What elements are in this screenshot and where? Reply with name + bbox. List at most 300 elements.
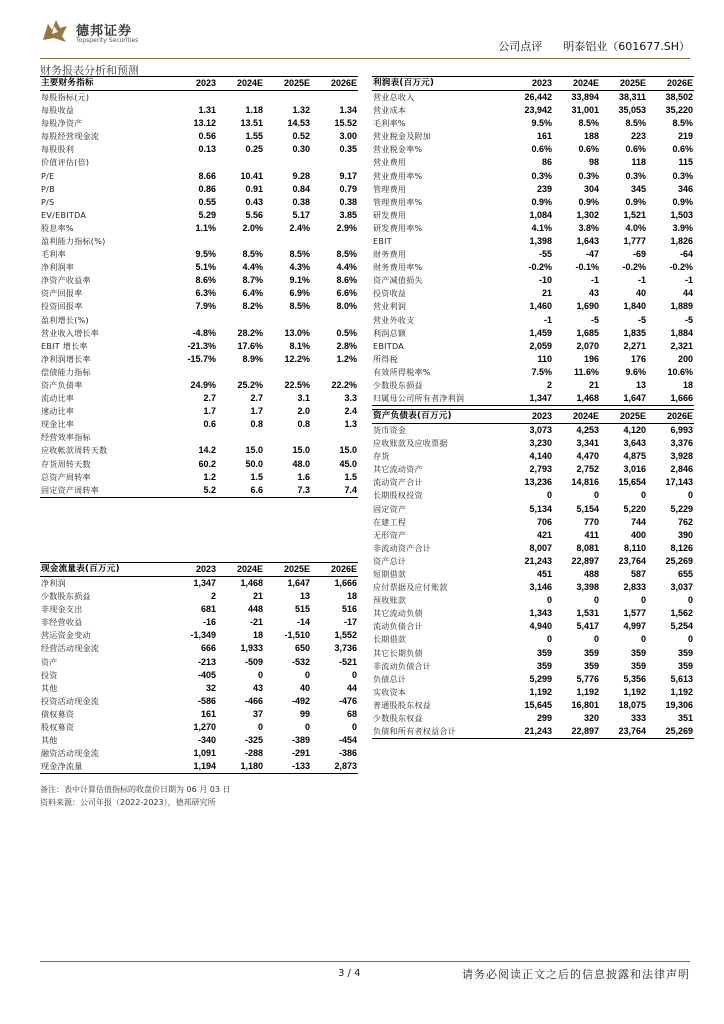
cell-value: 4,997	[623, 621, 646, 632]
row-label: 每股指标(元)	[41, 93, 90, 102]
row-label: 流动资产合计	[373, 478, 423, 488]
cell-value	[311, 156, 358, 169]
row-label: 少数股东损益	[41, 592, 91, 602]
cell-value: 0.56	[198, 131, 216, 142]
cell-value: -47	[585, 249, 599, 260]
cell-value: 8,110	[623, 542, 646, 553]
cell-value: 1.7	[203, 406, 216, 417]
year-header: 2026E	[647, 410, 694, 424]
cell-value: 23,942	[524, 105, 552, 116]
row-label: 固定资产周转率	[40, 484, 170, 498]
cell-value: -17	[343, 617, 357, 628]
cell-value: 6.6%	[336, 288, 357, 299]
cell-value: 8.7%	[242, 275, 263, 286]
table-header-row	[372, 77, 694, 91]
cell-value: -21.3%	[187, 340, 216, 351]
cell-value: 0.9%	[672, 196, 693, 207]
cell-value: 359	[583, 647, 599, 658]
cell-value: 681	[200, 604, 216, 615]
table-row	[372, 463, 694, 476]
row-label: 少数股东权益	[373, 714, 423, 724]
cell-value: -1,349	[190, 630, 216, 641]
cell-value: 0.9%	[625, 196, 646, 207]
cell-value: 60.2	[198, 458, 216, 469]
legal-disclaimer: 请务必阅读正文之后的信息披露和法律声明	[462, 968, 690, 981]
cell-value: 5.56	[245, 209, 263, 220]
cell-value: 0.3%	[625, 170, 646, 181]
cell-value: 8.6%	[336, 275, 357, 286]
cell-value: 5.17	[292, 209, 310, 220]
cell-value	[170, 235, 217, 248]
table-row	[372, 104, 694, 117]
cell-value: 1.18	[245, 105, 263, 116]
table-row	[372, 594, 694, 607]
cell-value: 650	[294, 643, 310, 654]
row-label: EBIT	[373, 236, 392, 246]
table-row	[40, 104, 358, 117]
cell-value: 0.30	[292, 144, 310, 155]
cell-value: 13.51	[240, 118, 263, 129]
cell-value: 5.2	[170, 484, 217, 498]
cell-value: 8.1%	[289, 340, 310, 351]
cell-value: 359	[630, 660, 646, 671]
row-label: 短期借款	[373, 569, 407, 579]
cell-value: 2,070	[576, 340, 599, 351]
table-row	[372, 712, 694, 725]
cell-value: 1,180	[217, 760, 264, 774]
table-row	[40, 300, 358, 313]
cell-value: 110	[537, 353, 552, 364]
row-label: 投资活动现金流	[41, 696, 100, 706]
cell-value: -586	[197, 695, 216, 706]
cell-value: -521	[338, 656, 357, 667]
cell-value	[217, 235, 264, 248]
table-row	[40, 734, 358, 747]
cell-value: 1,192	[623, 686, 646, 697]
cell-value: 5,134	[529, 503, 552, 514]
cell-value: 1.2%	[336, 353, 357, 364]
row-label: 资产减值损失	[373, 276, 423, 286]
cell-value: 1.5	[344, 471, 357, 482]
cell-value: 1,091	[193, 748, 216, 759]
table-title: 现金流量表(百万元)	[40, 563, 170, 577]
cell-value: 5,417	[576, 621, 599, 632]
cell-value: 0	[593, 595, 599, 606]
row-label: 普通股股东权益	[373, 700, 432, 710]
cell-value: 3,016	[623, 464, 646, 475]
cell-value: 16,801	[571, 699, 599, 710]
year-header: 2024E	[553, 77, 600, 91]
cell-value: -14	[296, 617, 310, 628]
cell-value: -21	[249, 617, 263, 628]
row-label: 现金净流量	[40, 760, 170, 774]
row-label: 价值评估(倍)	[41, 158, 90, 168]
cell-value: 1,347	[506, 392, 553, 406]
table-row	[40, 708, 358, 721]
table-row	[40, 405, 358, 418]
cell-value	[311, 366, 358, 379]
row-label: 财务费用率%	[373, 263, 423, 273]
cell-value: 0	[640, 490, 646, 501]
cell-value: 8.5%	[578, 118, 599, 129]
row-label: 无形资产	[373, 530, 407, 540]
row-label: 少数股东损益	[373, 381, 423, 391]
cell-value: 2,833	[623, 582, 646, 593]
row-label: 营业费用	[373, 158, 407, 168]
cell-value: 18,075	[618, 699, 646, 710]
cell-value: 3,643	[623, 438, 646, 449]
cell-value: 188	[583, 131, 599, 142]
row-label: 总资产周转率	[41, 472, 91, 482]
cell-value: 8.5%	[289, 249, 310, 260]
row-label: 应收账款及应收票据	[373, 439, 448, 449]
cell-value: 4.0%	[625, 222, 646, 233]
cell-value: 2.7	[250, 393, 263, 404]
cell-value	[170, 91, 217, 105]
cell-value: 8.6%	[195, 275, 216, 286]
cell-value: 1,503	[670, 209, 693, 220]
cell-value: 196	[583, 353, 599, 364]
cell-value: 9.6%	[625, 366, 646, 377]
table-row	[40, 431, 358, 444]
cell-value: 7.3	[264, 484, 311, 498]
cell-value: 1,884	[670, 327, 693, 338]
cell-value: 3,736	[334, 643, 357, 654]
cell-value: -69	[632, 249, 646, 260]
cell-value: 320	[583, 713, 599, 724]
row-label: 营业税金率%	[373, 145, 423, 155]
table-row	[372, 117, 694, 130]
data-source-note: 资料来源：公司年报（2022-2023），德邦研究所	[40, 798, 216, 807]
cell-value: 24.9%	[190, 380, 216, 391]
cell-value: 1.55	[245, 131, 263, 142]
cell-value: 0.9%	[578, 196, 599, 207]
cell-value: 22,897	[571, 555, 599, 566]
cell-value: 1,460	[529, 301, 552, 312]
row-label: 货币资金	[373, 426, 407, 435]
table-row	[372, 581, 694, 594]
cell-value: 18	[252, 630, 263, 641]
table-header-row	[40, 563, 358, 577]
cell-value: 1.2	[203, 471, 216, 482]
cell-value: 3.00	[339, 131, 357, 142]
cell-value: 1,347	[193, 578, 216, 588]
row-label: 经营效率指标	[41, 433, 91, 443]
table-row	[372, 620, 694, 633]
cell-value: 18	[682, 380, 693, 391]
table-row	[372, 169, 694, 182]
row-label: 管理费用	[373, 184, 407, 194]
table-row	[372, 516, 694, 529]
row-label: 非流动负债合计	[373, 661, 432, 671]
cell-value: 0.43	[245, 196, 263, 207]
cell-value: 0.6	[203, 419, 216, 430]
table-row	[372, 542, 694, 555]
cell-value: 390	[677, 529, 693, 540]
row-label: P/B	[41, 184, 55, 194]
cell-value: 118	[631, 157, 646, 168]
table-row	[372, 130, 694, 143]
row-label: 应付票据及应付账款	[373, 583, 448, 593]
cell-value: 8,081	[576, 542, 599, 553]
cell-value	[264, 366, 311, 379]
row-label: 负债总计	[373, 674, 407, 684]
cell-value	[170, 156, 217, 169]
cell-value: 21	[252, 591, 263, 602]
row-label: 存货周转天数	[41, 459, 91, 469]
cell-value: 115	[678, 157, 693, 168]
cell-value: 223	[630, 131, 646, 142]
cell-value: 22.5%	[284, 380, 310, 391]
table-row	[40, 130, 358, 143]
cell-value: 5,154	[576, 503, 599, 514]
cell-value: 14.2	[198, 445, 216, 456]
cell-value: 4,253	[576, 425, 599, 435]
cell-value: 0.6%	[531, 144, 552, 155]
page-header	[40, 12, 690, 56]
cell-value: 1.3	[344, 419, 357, 430]
cell-value: 0.9%	[531, 196, 552, 207]
report-type: 公司点评	[498, 40, 543, 53]
logo-emblem-icon	[40, 16, 70, 46]
cell-value: 2.0	[297, 406, 310, 417]
valuation-note: 备注：表中计算估值指标的收盘价日期为 06 月 03 日	[40, 785, 231, 794]
cell-value: 1,889	[670, 301, 693, 312]
row-label: 固定资产	[373, 504, 407, 514]
cell-value: -5	[637, 314, 646, 325]
table-row	[40, 274, 358, 287]
table-row	[372, 248, 694, 261]
cash-flow-table	[40, 562, 358, 774]
table-row	[372, 450, 694, 463]
table-row	[40, 117, 358, 130]
cell-value: -476	[338, 695, 357, 706]
row-label: 流动比率	[41, 394, 75, 404]
logo-subtitle: Topsperity Securities	[76, 37, 139, 44]
cell-value: 1,685	[576, 327, 599, 338]
cell-value: -5	[684, 314, 693, 325]
cell-value: 17.6%	[237, 340, 263, 351]
cell-value: 666	[200, 643, 216, 654]
table-row	[40, 760, 358, 774]
cell-value: 25.2%	[237, 380, 263, 391]
row-label: 其他	[41, 683, 58, 693]
row-label: 非现金支出	[41, 605, 83, 615]
year-header: 2026E	[311, 77, 358, 91]
cell-value: -213	[197, 656, 216, 667]
cell-value: 161	[200, 708, 216, 719]
table-row	[372, 686, 694, 699]
cell-value: 43	[252, 682, 263, 693]
row-label: 资产总计	[373, 556, 407, 566]
table-row	[372, 222, 694, 235]
cell-value: 359	[677, 647, 693, 658]
cell-value: -64	[679, 249, 693, 260]
table-row	[372, 366, 694, 379]
cell-value: 4.3%	[289, 262, 310, 273]
row-label: 其它流动负债	[373, 609, 423, 619]
row-label: 股权募资	[41, 722, 75, 732]
row-label: 所得税	[373, 354, 398, 364]
cell-value: 359	[536, 660, 552, 671]
cell-value: 1,777	[623, 235, 646, 246]
row-label: 应收帐款周转天数	[41, 446, 108, 456]
cell-value: 98	[588, 157, 599, 168]
year-header: 2023	[506, 410, 553, 424]
table-row	[40, 340, 358, 353]
cell-value: 21,243	[524, 555, 552, 566]
cell-value: -0.1%	[575, 262, 599, 273]
cell-value: 8,007	[529, 542, 552, 553]
cell-value: 9.5%	[195, 249, 216, 260]
cell-value: 2.9%	[336, 222, 357, 233]
cell-value: 3.3	[344, 393, 357, 404]
table-row	[40, 366, 358, 379]
row-label: 偿债能力指标	[41, 367, 91, 377]
cell-value: 345	[630, 183, 646, 194]
cell-value: 359	[583, 660, 599, 671]
cell-value: 2,846	[670, 464, 693, 475]
cell-value: 0.52	[292, 131, 310, 142]
logo-title: 德邦证券	[76, 24, 133, 39]
cell-value: 0.5%	[336, 327, 357, 338]
year-header: 2024E	[217, 77, 264, 91]
table-row	[372, 699, 694, 712]
cell-value: 2.7	[203, 393, 216, 404]
cell-value: 2	[210, 591, 216, 602]
cell-value: 3,341	[576, 438, 599, 449]
cell-value: -15.7%	[187, 353, 216, 364]
table-row	[40, 235, 358, 248]
cell-value: 8.9%	[242, 353, 263, 364]
table-row	[372, 143, 694, 156]
table-header-row	[40, 77, 358, 91]
table-row	[40, 747, 358, 760]
cell-value: 2,271	[623, 340, 646, 351]
cell-value: 2,873	[311, 760, 358, 774]
table-row	[40, 183, 358, 196]
cell-value: 1,302	[576, 209, 599, 220]
cell-value: 304	[583, 183, 599, 194]
row-label: 投资回报率	[41, 302, 83, 312]
cell-value: -291	[291, 748, 310, 759]
table-row	[40, 629, 358, 642]
table-row	[40, 444, 358, 457]
row-label: 营业收入增长率	[41, 328, 100, 338]
row-label: 长期股权投资	[373, 491, 423, 501]
cell-value: 3,928	[670, 451, 693, 462]
cell-value: -532	[291, 656, 310, 667]
company-logo	[40, 16, 160, 50]
row-label: 资产回报率	[41, 289, 83, 299]
cell-value: 3.9%	[672, 222, 693, 233]
cell-value: 0	[593, 634, 599, 645]
table-row	[40, 156, 358, 169]
table-row	[40, 287, 358, 300]
table-row	[40, 577, 358, 591]
year-header: 2026E	[647, 77, 694, 91]
report-header-info	[498, 38, 690, 54]
row-label: 负债和所有者权益合计	[372, 725, 506, 739]
cell-value	[311, 235, 358, 248]
row-label: 存货	[373, 452, 390, 462]
cell-value: 1,562	[670, 608, 693, 619]
cell-value: 1,398	[529, 235, 552, 246]
cell-value: 5.29	[198, 209, 216, 220]
cell-value: 13	[299, 591, 310, 602]
table-row	[40, 353, 358, 366]
year-header: 2023	[170, 563, 217, 577]
row-label: 归属母公司所有者净利润	[372, 392, 506, 406]
cell-value: 346	[677, 183, 693, 194]
row-label: 融资活动现金流	[41, 749, 100, 759]
row-label: 有效所得税率%	[373, 367, 431, 377]
cell-value: 359	[630, 647, 646, 658]
cell-value: 421	[536, 529, 552, 540]
cell-value: 448	[247, 604, 263, 615]
cell-value: 6.9%	[289, 288, 310, 299]
table-row	[372, 274, 694, 287]
row-label: 在建工程	[373, 517, 407, 527]
table-row	[40, 471, 358, 484]
table-row	[40, 222, 358, 235]
table-row	[372, 300, 694, 313]
table-row	[40, 484, 358, 498]
cell-value: 33,894	[571, 92, 599, 102]
cell-value: 1,840	[623, 301, 646, 312]
cell-value: 8.2%	[242, 301, 263, 312]
cell-value	[217, 366, 264, 379]
cell-value: 411	[584, 529, 599, 540]
table-title: 资产负债表(百万元)	[372, 410, 506, 424]
cell-value: 21	[541, 288, 552, 299]
row-label: 盈利能力指标(%)	[41, 236, 106, 246]
year-header: 2026E	[311, 563, 358, 577]
cell-value	[217, 431, 264, 444]
cell-value: -10	[538, 275, 552, 286]
cell-value: 0	[640, 634, 646, 645]
cell-value: 0	[640, 595, 646, 606]
row-label: 现金比率	[41, 420, 75, 430]
year-header: 2025E	[264, 77, 311, 91]
cell-value: 1,521	[623, 209, 646, 220]
row-label: 每股股利	[41, 145, 75, 155]
row-label: 盈利增长(%)	[41, 315, 89, 325]
cell-value: 0	[257, 721, 263, 732]
cell-value: 1.32	[292, 105, 310, 116]
table-row	[40, 695, 358, 708]
cell-value: 0.38	[292, 196, 310, 207]
cell-value	[264, 235, 311, 248]
row-label: 非经营收益	[41, 618, 83, 628]
row-label: 研发费用率%	[373, 223, 423, 233]
cell-value: 1,933	[240, 643, 263, 654]
cell-value: 1,270	[193, 721, 216, 732]
row-label: 预收账款	[373, 596, 407, 606]
year-header: 2025E	[600, 77, 647, 91]
cell-value: 4,140	[529, 451, 552, 462]
cell-value: 37	[252, 708, 263, 719]
cell-value: 8,126	[670, 542, 693, 553]
cell-value: 706	[536, 516, 552, 527]
cell-value: 1,835	[623, 327, 646, 338]
table-title: 利润表(百万元)	[372, 77, 506, 91]
table-row	[372, 209, 694, 222]
cell-value: 8.5%	[625, 118, 646, 129]
table-row	[372, 314, 694, 327]
cell-value: 0.25	[245, 144, 263, 155]
row-label: 经营活动现金流	[41, 644, 100, 654]
